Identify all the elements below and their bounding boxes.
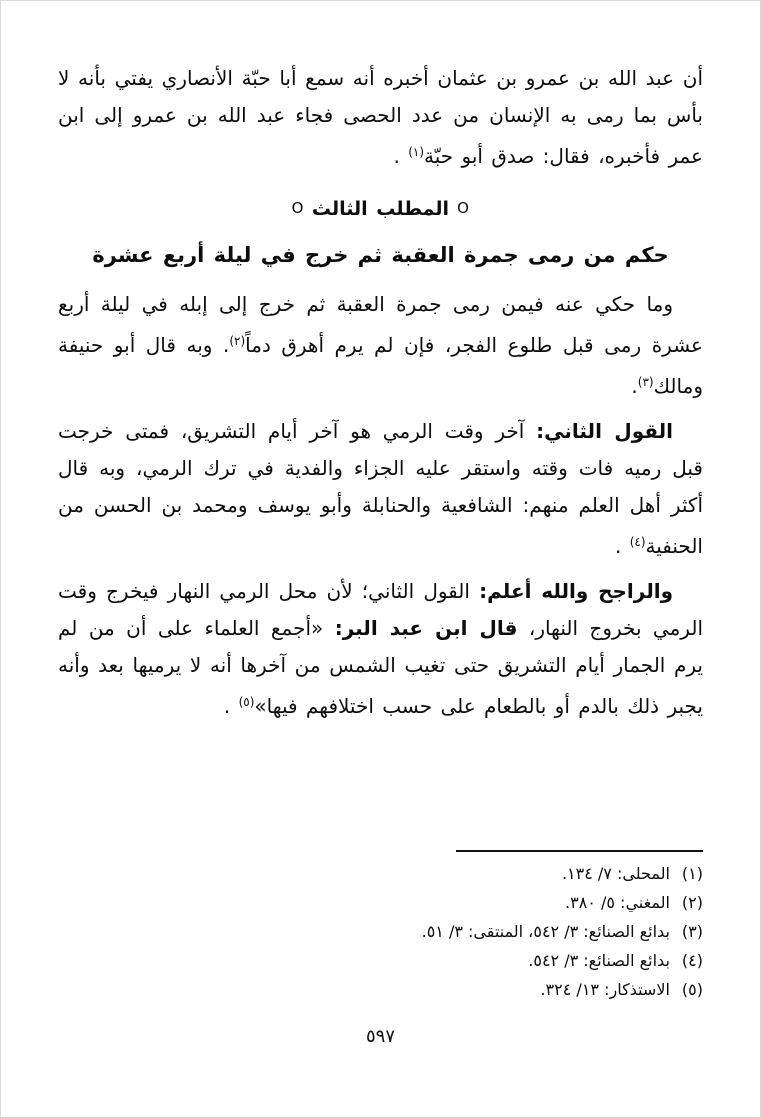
circle-marker-icon: O	[291, 199, 304, 217]
footnote-item	[58, 917, 703, 946]
paragraph-text: أن عبد الله بن عمرو بن عثمان أخبره أنه سمع أبا حبّة الأنصاري يفتي بأنه لا بأس بما رمى به الإنسان من عدد الحصى فجاء عبد الله بن عمرو إلى ابن عمر فأخبره، فقال: صدق أبو حبّة	[58, 66, 703, 168]
footnote-item	[58, 946, 703, 975]
paragraph-text: . وبه قال أبو حنيفة ومالك	[58, 333, 703, 398]
footnote-number: (٥)	[681, 980, 703, 999]
paragraph-lead-bold: والراجح والله أعلم:	[479, 579, 673, 603]
footnote-ref-4: (٤)	[629, 535, 646, 549]
paragraph-first-opinion	[58, 286, 703, 405]
footnote-separator-rule	[456, 850, 703, 852]
footnote-text: بدائع الصنائع: ٣/ ٥٤٢، المنتقى: ٣/ ٥١.	[421, 922, 670, 941]
chapter-subtitle: حكم من رمى جمرة العقبة ثم خرج في ليلة أربع عشرة	[92, 243, 669, 267]
footnote-text: بدائع الصنائع: ٣/ ٥٤٢.	[528, 951, 670, 970]
section-title: المطلب الثالث	[311, 198, 450, 220]
footnote-item	[58, 975, 703, 1004]
main-text-block	[58, 60, 703, 725]
footnotes-block	[58, 850, 703, 1004]
footnote-ref-1: (١)	[408, 145, 425, 159]
circle-marker-icon: O	[457, 199, 470, 217]
footnote-item	[58, 888, 703, 917]
footnote-text: المغني: ٥/ ٣٨٠.	[565, 893, 670, 912]
paragraph-tail: .	[614, 534, 630, 558]
footnote-number: (٤)	[681, 951, 703, 970]
paragraph-second-opinion	[58, 413, 703, 565]
paragraph-hadith-continuation	[58, 60, 703, 175]
paragraph-lead-bold: القول الثاني:	[536, 419, 673, 443]
footnote-text: المحلى: ٧/ ١٣٤.	[561, 864, 670, 883]
quote-text: «أجمع العلماء على أن من لم يرم الجمار أيام التشريق حتى تغيب الشمس من آخرها أنه لا يرميها بعد وأنه يجبر ذلك بالدم أو بالطعام على حسب اختلافهم فيها»	[58, 616, 703, 718]
footnote-text: الاستذكار: ١٣/ ٣٢٤.	[540, 980, 670, 999]
footnote-number: (١)	[681, 864, 703, 883]
footnote-ref-3: (٣)	[637, 375, 654, 389]
quote-attribution-bold: قال ابن عبد البر:	[334, 616, 518, 640]
paragraph-preferred-view	[58, 573, 703, 725]
paragraph-text: القول الثاني؛ لأن محل الرمي النهار فيخرج وقت الرمي بخروج النهار،	[58, 579, 703, 640]
footnote-number: (٣)	[681, 922, 703, 941]
paragraph-tail: .	[223, 694, 239, 718]
footnote-ref-2: (٢)	[229, 334, 246, 348]
footnote-number: (٢)	[681, 893, 703, 912]
footnote-ref-5: (٥)	[238, 695, 255, 709]
footnote-item	[58, 859, 703, 888]
paragraph-tail: .	[393, 144, 409, 168]
paragraph-tail: .	[631, 374, 638, 398]
section-heading	[58, 191, 703, 229]
page-number: ٥٩٧	[365, 1026, 395, 1047]
paragraph-text: آخر وقت الرمي هو آخر أيام التشريق، فمتى خرجت قبل رميه فات وقته واستقر عليه الجزاء والفدية في ترك الرمي، وبه قال أكثر أهل العلم منهم: الشافعية والحنابلة وأبو يوسف ومحمد بن الحسن من الحنفية	[58, 419, 703, 558]
paragraph-text: وما حكي عنه فيمن رمى جمرة العقبة ثم خرج إلى إبله في ليلة أربع عشرة رمى قبل طلوع الفجر، فإن لم يرم أهرق دماً	[58, 292, 703, 357]
